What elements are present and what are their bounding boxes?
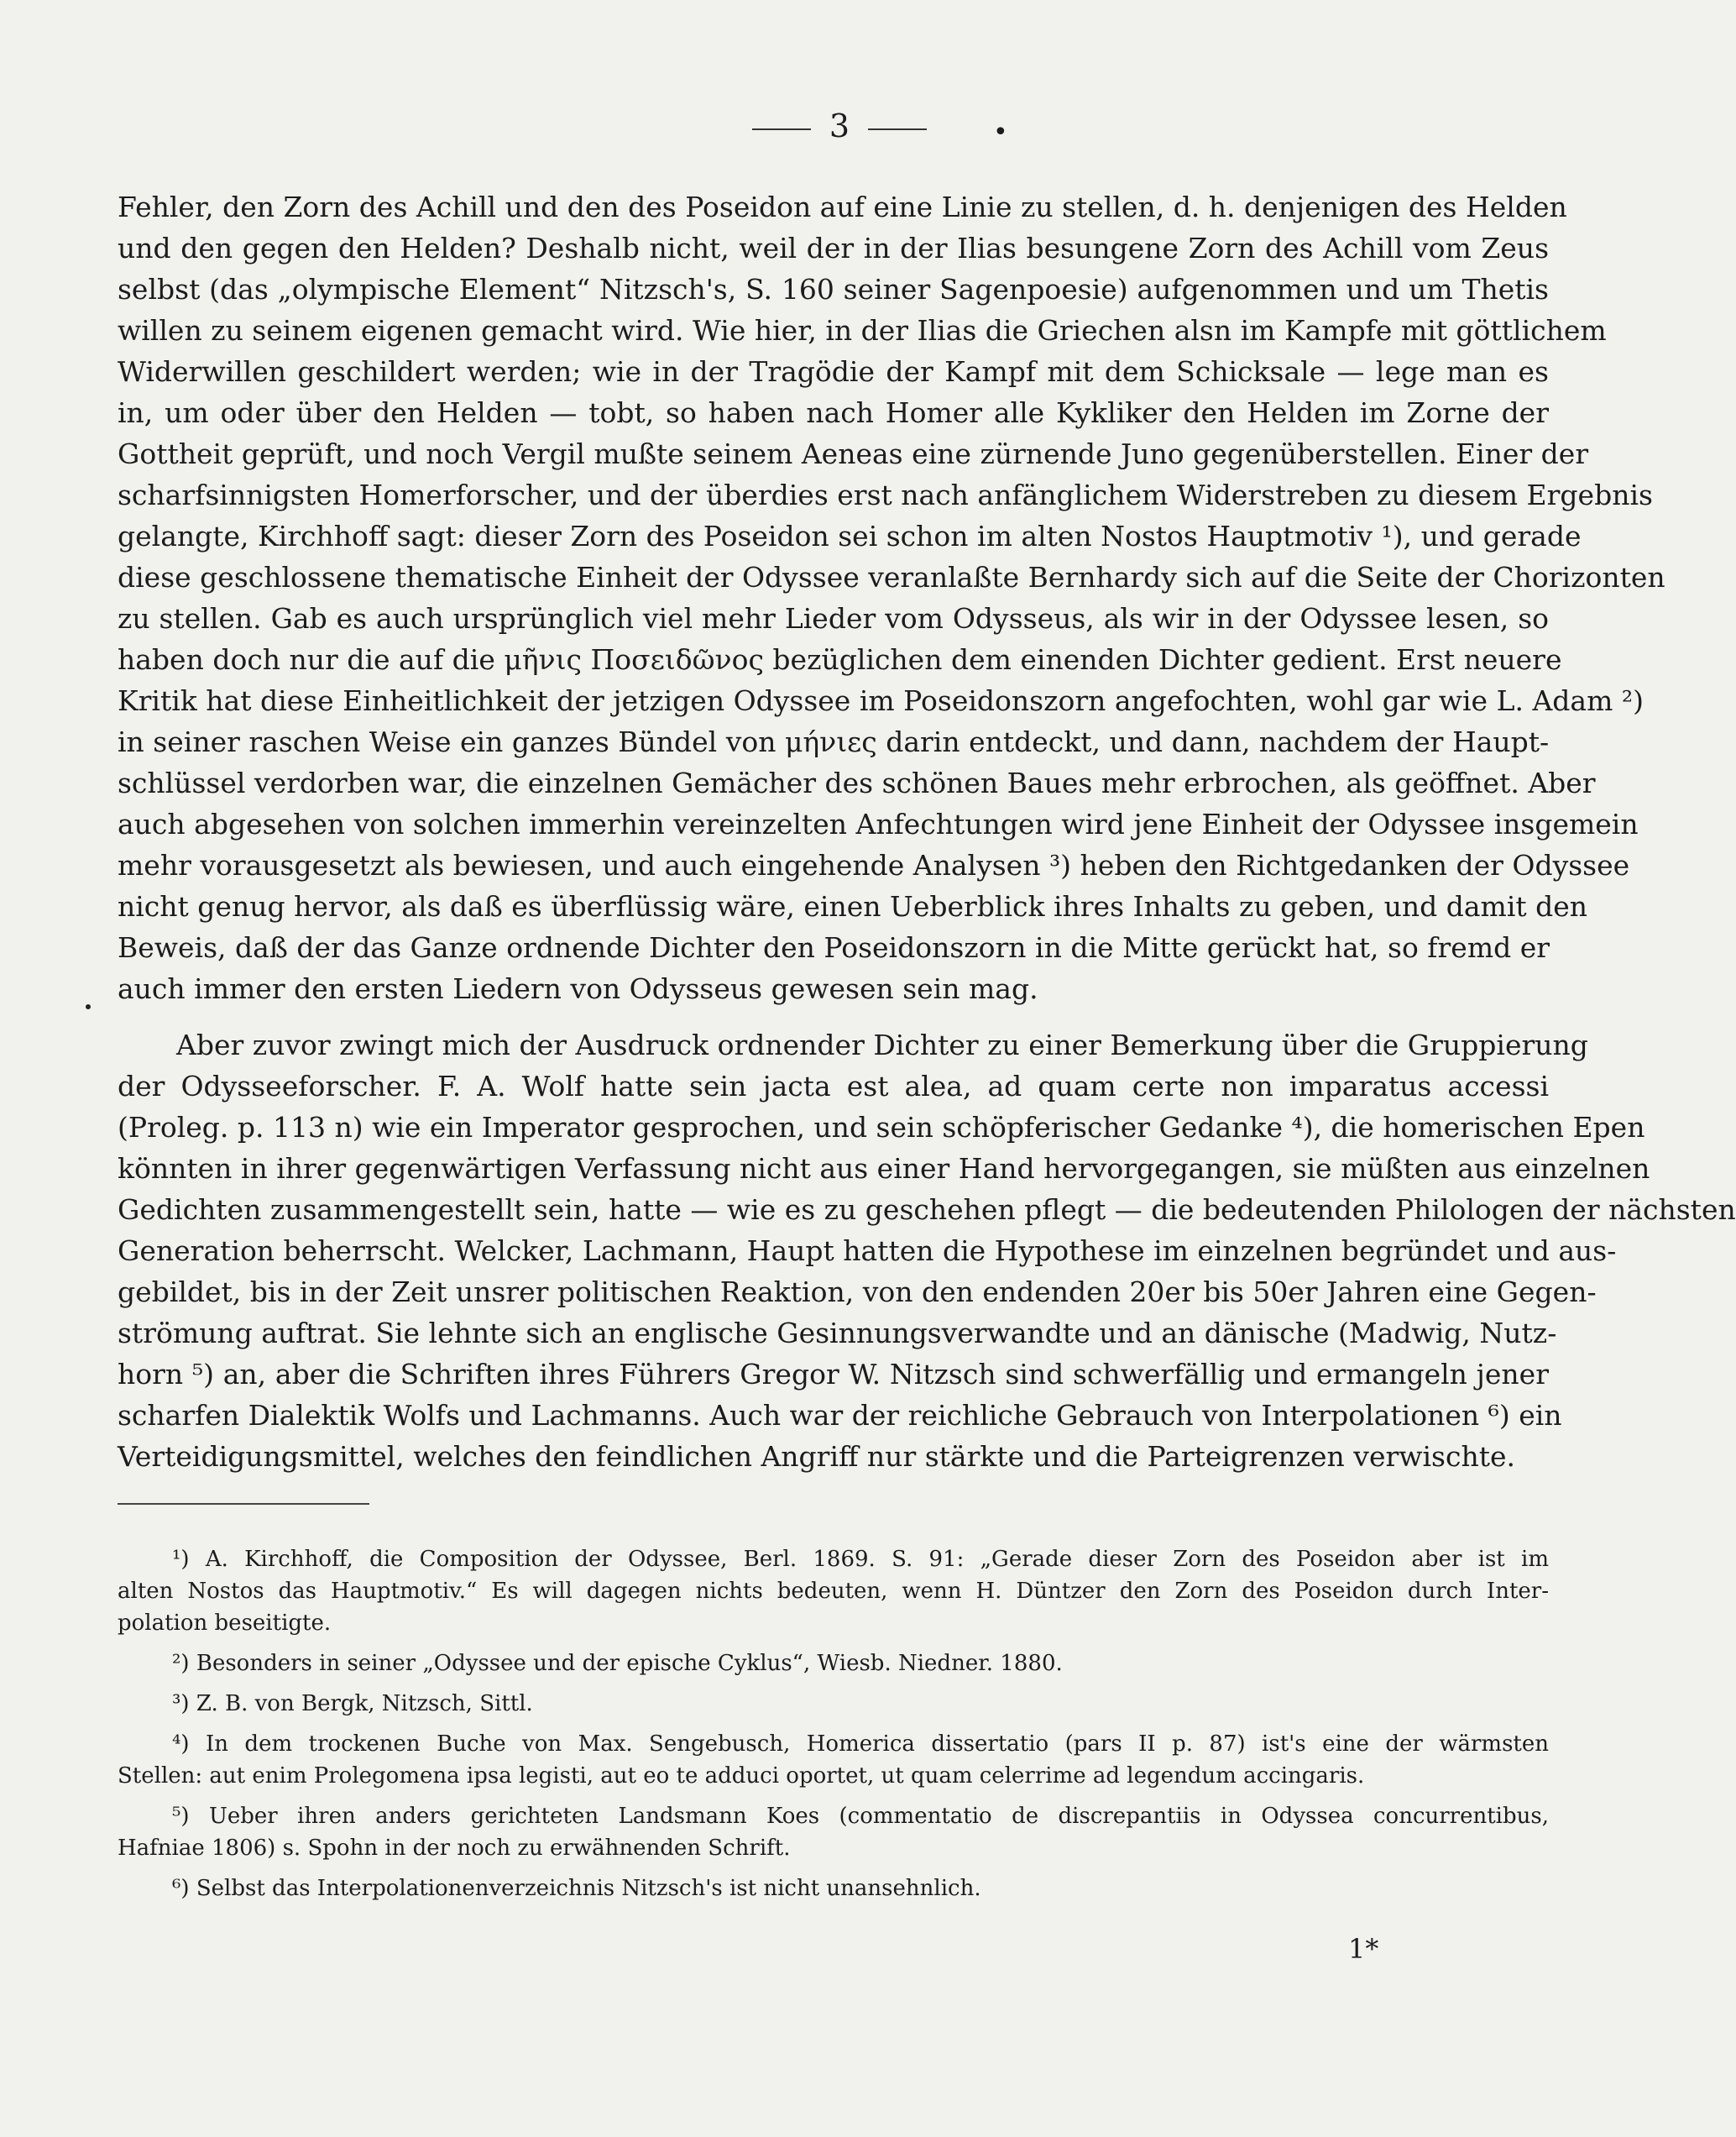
body-text (118, 186, 1736, 1492)
footnote-line: alten Nostos das Hauptmotiv.“ Es will dagegen nichts bedeuten, wenn H. Düntzer den Zorn des Poseidon durch Inter- (118, 1579, 1549, 1604)
footnote-line: ²) Besonders in seiner „Odyssee und der epische Cyklus“, Wiesb. Niedner. 1880. (172, 1651, 1063, 1676)
text-line: Gedichten zusammengestellt sein, hatte — wie es zu geschehen pflegt — die bedeutenden Philologen der nächsten (118, 1193, 1736, 1226)
text-line: nicht genug hervor, als daß es überflüssig wäre, einen Ueberblick ihres Inhalts zu geben, und damit den (118, 890, 1588, 923)
ink-dot: • (993, 118, 1008, 147)
header-dash-right (868, 128, 927, 130)
footnote-line: ⁵) Ueber ihren anders gerichteten Landsmann Koes (commentatio de discrepantiis in Odyssea concurrentibus, (172, 1804, 1549, 1829)
footnote-line: polation beseitigte. (118, 1611, 332, 1636)
text-line: Verteidigungsmittel, welches den feindlichen Angriff nur stärkte und die Parteigrenzen verwischte. (118, 1440, 1516, 1473)
text-line: auch abgesehen von solchen immerhin vereinzelten Anfechtungen wird jene Einheit der Odyssee insgemein (118, 808, 1639, 841)
footnote-line: ⁴) In dem trockenen Buche von Max. Sengebusch, Homerica dissertatio (pars II p. 87) ist's eine der wärmsten (172, 1731, 1549, 1757)
text-line: in seiner raschen Weise ein ganzes Bündel von μήνιες darin entdeckt, und dann, nachdem der Haupt- (118, 725, 1550, 758)
footnote-line: ³) Z. B. von Bergk, Nitzsch, Sittl. (172, 1691, 533, 1716)
paragraph (118, 186, 1665, 1009)
text-line: (Proleg. p. 113 n) wie ein Imperator gesprochen, und sein schöpferischer Gedanke ⁴), die homerischen Epen (118, 1111, 1645, 1144)
text-line: Beweis, daß der das Ganze ordnende Dichter den Poseidonszorn in die Mitte gerückt hat, so fremd er (118, 931, 1550, 964)
footnote-4 (118, 1728, 1549, 1792)
text-line: selbst (das „olympische Element“ Nitzsch's, S. 160 seiner Sagenpoesie) aufgenommen und um Thetis (118, 273, 1549, 306)
footnotes (118, 1543, 1549, 1913)
text-line: Fehler, den Zorn des Achill und den des Poseidon auf eine Linie zu stellen, d. h. denjenigen des Helden (118, 191, 1567, 223)
text-line: horn ⁵) an, aber die Schriften ihres Führers Gregor W. Nitzsch sind schwerfällig und ermangeln jener (118, 1358, 1549, 1391)
footnote-1 (118, 1543, 1549, 1639)
page-number: 3 (829, 107, 850, 144)
text-line: Aber zuvor zwingt mich der Ausdruck ordnender Dichter zu einer Bemerkung über die Gruppierung (176, 1029, 1588, 1061)
footnote-line: Stellen: aut enim Prolegomena ipsa legisti, aut eo te adduci oportet, ut quam celerrime ad legendum accingaris. (118, 1763, 1365, 1789)
footnote-3 (118, 1688, 1549, 1720)
footnote-2 (118, 1647, 1549, 1679)
text-line: in, um oder über den Helden — tobt, so haben nach Homer alle Kykliker den Helden im Zorne der (118, 396, 1549, 429)
text-line: strömung auftrat. Sie lehnte sich an englische Gesinnungsverwandte und an dänische (Madwig, Nutz- (118, 1317, 1557, 1349)
text-line: der Odysseeforscher. F. A. Wolf hatte sein jacta est alea, ad quam certe non imparatus accessi (118, 1070, 1549, 1103)
text-line: auch immer den ersten Liedern von Odysseus gewesen sein mag. (118, 972, 1038, 1005)
footnote-line: Hafniae 1806) s. Spohn in der noch zu erwähnenden Schrift. (118, 1836, 791, 1861)
text-line: Gottheit geprüft, und noch Vergil mußte seinem Aeneas eine zürnende Juno gegenüberstellen. Einer der (118, 437, 1589, 470)
text-line: zu stellen. Gab es auch ursprünglich viel mehr Lieder vom Odysseus, als wir in der Odyssee lesen, so (118, 602, 1549, 635)
text-line: könnten in ihrer gegenwärtigen Verfassung nicht aus einer Hand hervorgegangen, sie müßten aus einzelnen (118, 1152, 1650, 1185)
text-line: scharfsinnigsten Homerforscher, und der überdies erst nach anfänglichem Widerstreben zu diesem Ergebnis (118, 479, 1653, 511)
text-line: gelangte, Kirchhoff sagt: dieser Zorn des Poseidon sei schon im alten Nostos Hauptmotiv ¹), und gerade (118, 520, 1582, 553)
text-line: und den gegen den Helden? Deshalb nicht, weil der in der Ilias besungene Zorn des Achill vom Zeus (118, 232, 1549, 265)
footnote-5 (118, 1800, 1549, 1864)
text-line: mehr vorausgesetzt als bewiesen, und auch eingehende Analysen ³) heben den Richtgedanken der Odyssee (118, 849, 1630, 882)
footnote-line: ¹) A. Kirchhoff, die Composition der Odyssee, Berl. 1869. S. 91: „Gerade dieser Zorn des Poseidon aber ist im (172, 1547, 1549, 1572)
footnote-6 (118, 1872, 1549, 1904)
footnote-line: ⁶) Selbst das Interpolationenverzeichnis Nitzsch's ist nicht unansehnlich. (172, 1876, 981, 1901)
text-line: haben doch nur die auf die μῆνις Ποσειδῶνος bezüglichen dem einenden Dichter gedient. Erst neuere (118, 643, 1562, 676)
header-dash-left (752, 128, 811, 130)
text-line: scharfen Dialektik Wolfs und Lachmanns. Auch war der reichliche Gebrauch von Interpolationen ⁶) ein (118, 1399, 1562, 1432)
text-line: schlüssel verdorben war, die einzelnen Gemächer des schönen Baues mehr erbrochen, als geöffnet. Aber (118, 767, 1596, 799)
footnote-rule (118, 1503, 369, 1505)
paragraph (118, 1024, 1736, 1477)
signature-mark: 1* (1348, 1933, 1379, 1965)
text-line: Generation beherrscht. Welcker, Lachmann, Haupt hatten die Hypothese im einzelnen begründet und aus- (118, 1234, 1617, 1267)
ink-speck (86, 1004, 91, 1009)
text-line: Widerwillen geschildert werden; wie in der Tragödie der Kampf mit dem Schicksale — lege man es (118, 355, 1549, 388)
text-line: diese geschlossene thematische Einheit der Odyssee veranlaßte Bernhardy sich auf die Seite der Chorizonten (118, 561, 1665, 594)
text-line: willen zu seinem eigenen gemacht wird. Wie hier, in der Ilias die Griechen alsn im Kampfe mit göttlichem (118, 314, 1607, 347)
page-header (0, 107, 1679, 147)
text-line: gebildet, bis in der Zeit unsrer politischen Reaktion, von den endenden 20er bis 50er Jahren eine Gegen- (118, 1275, 1597, 1308)
text-line: Kritik hat diese Einheitlichkeit der jetzigen Odyssee im Poseidonszorn angefochten, wohl gar wie L. Adam ²) (118, 684, 1644, 717)
